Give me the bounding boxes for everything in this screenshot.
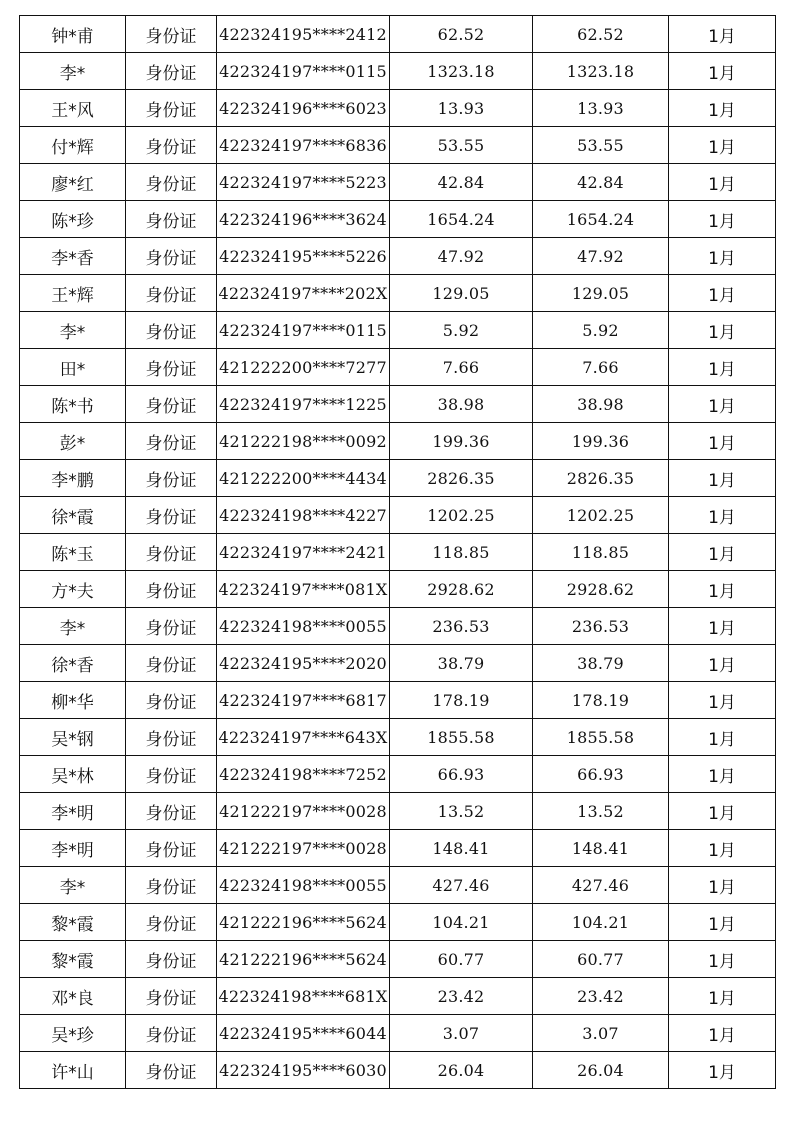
amount-cell: 60.77 bbox=[390, 941, 533, 978]
id-number-cell: 421222197****0028 bbox=[217, 830, 390, 867]
table-row bbox=[20, 756, 776, 793]
month-cell: 1月 bbox=[669, 867, 776, 904]
name-cell: 李*香 bbox=[20, 238, 126, 275]
table-row bbox=[20, 830, 776, 867]
name-cell: 王*辉 bbox=[20, 275, 126, 312]
paid-amount-cell: 1202.25 bbox=[533, 497, 669, 534]
name-cell: 吴*林 bbox=[20, 756, 126, 793]
paid-amount-cell: 236.53 bbox=[533, 608, 669, 645]
id-type-cell: 身份证 bbox=[126, 312, 217, 349]
id-number-cell: 422324197****081X bbox=[217, 571, 390, 608]
table-row bbox=[20, 497, 776, 534]
paid-amount-cell: 427.46 bbox=[533, 867, 669, 904]
paid-amount-cell: 23.42 bbox=[533, 978, 669, 1015]
table-row bbox=[20, 867, 776, 904]
amount-cell: 66.93 bbox=[390, 756, 533, 793]
id-number-cell: 421222198****0092 bbox=[217, 423, 390, 460]
paid-amount-cell: 3.07 bbox=[533, 1015, 669, 1052]
id-type-cell: 身份证 bbox=[126, 830, 217, 867]
id-number-cell: 422324198****7252 bbox=[217, 756, 390, 793]
id-number-cell: 422324197****643X bbox=[217, 719, 390, 756]
id-type-cell: 身份证 bbox=[126, 645, 217, 682]
id-number-cell: 422324197****5223 bbox=[217, 164, 390, 201]
table-row bbox=[20, 312, 776, 349]
id-number-cell: 422324195****2412 bbox=[217, 16, 390, 53]
month-cell: 1月 bbox=[669, 941, 776, 978]
id-type-cell: 身份证 bbox=[126, 941, 217, 978]
name-cell: 徐*香 bbox=[20, 645, 126, 682]
record-table-body bbox=[20, 16, 776, 1089]
month-cell: 1月 bbox=[669, 719, 776, 756]
id-type-cell: 身份证 bbox=[126, 719, 217, 756]
id-type-cell: 身份证 bbox=[126, 127, 217, 164]
name-cell: 田* bbox=[20, 349, 126, 386]
id-number-cell: 422324197****202X bbox=[217, 275, 390, 312]
amount-cell: 1323.18 bbox=[390, 53, 533, 90]
paid-amount-cell: 1654.24 bbox=[533, 201, 669, 238]
name-cell: 邓*良 bbox=[20, 978, 126, 1015]
id-type-cell: 身份证 bbox=[126, 349, 217, 386]
id-number-cell: 422324197****6836 bbox=[217, 127, 390, 164]
name-cell: 王*风 bbox=[20, 90, 126, 127]
month-cell: 1月 bbox=[669, 534, 776, 571]
name-cell: 许*山 bbox=[20, 1052, 126, 1089]
name-cell: 彭* bbox=[20, 423, 126, 460]
month-cell: 1月 bbox=[669, 793, 776, 830]
id-type-cell: 身份证 bbox=[126, 793, 217, 830]
amount-cell: 47.92 bbox=[390, 238, 533, 275]
id-number-cell: 422324195****5226 bbox=[217, 238, 390, 275]
id-type-cell: 身份证 bbox=[126, 53, 217, 90]
table-row bbox=[20, 349, 776, 386]
paid-amount-cell: 62.52 bbox=[533, 16, 669, 53]
id-number-cell: 422324196****6023 bbox=[217, 90, 390, 127]
amount-cell: 23.42 bbox=[390, 978, 533, 1015]
id-type-cell: 身份证 bbox=[126, 164, 217, 201]
id-number-cell: 422324197****0115 bbox=[217, 53, 390, 90]
id-number-cell: 422324198****681X bbox=[217, 978, 390, 1015]
amount-cell: 199.36 bbox=[390, 423, 533, 460]
paid-amount-cell: 104.21 bbox=[533, 904, 669, 941]
amount-cell: 104.21 bbox=[390, 904, 533, 941]
table-row bbox=[20, 201, 776, 238]
id-type-cell: 身份证 bbox=[126, 460, 217, 497]
table-row bbox=[20, 682, 776, 719]
month-cell: 1月 bbox=[669, 201, 776, 238]
month-cell: 1月 bbox=[669, 90, 776, 127]
amount-cell: 5.92 bbox=[390, 312, 533, 349]
table-row bbox=[20, 90, 776, 127]
amount-cell: 38.79 bbox=[390, 645, 533, 682]
name-cell: 李*明 bbox=[20, 793, 126, 830]
name-cell: 付*辉 bbox=[20, 127, 126, 164]
id-type-cell: 身份证 bbox=[126, 238, 217, 275]
paid-amount-cell: 148.41 bbox=[533, 830, 669, 867]
name-cell: 李* bbox=[20, 312, 126, 349]
name-cell: 李* bbox=[20, 867, 126, 904]
id-type-cell: 身份证 bbox=[126, 1052, 217, 1089]
amount-cell: 53.55 bbox=[390, 127, 533, 164]
name-cell: 柳*华 bbox=[20, 682, 126, 719]
month-cell: 1月 bbox=[669, 423, 776, 460]
amount-cell: 148.41 bbox=[390, 830, 533, 867]
id-type-cell: 身份证 bbox=[126, 534, 217, 571]
paid-amount-cell: 13.52 bbox=[533, 793, 669, 830]
month-cell: 1月 bbox=[669, 460, 776, 497]
id-number-cell: 422324195****6030 bbox=[217, 1052, 390, 1089]
table-row bbox=[20, 386, 776, 423]
paid-amount-cell: 2826.35 bbox=[533, 460, 669, 497]
table-row bbox=[20, 460, 776, 497]
amount-cell: 13.93 bbox=[390, 90, 533, 127]
paid-amount-cell: 1855.58 bbox=[533, 719, 669, 756]
paid-amount-cell: 13.93 bbox=[533, 90, 669, 127]
paid-amount-cell: 42.84 bbox=[533, 164, 669, 201]
name-cell: 吴*钢 bbox=[20, 719, 126, 756]
month-cell: 1月 bbox=[669, 571, 776, 608]
month-cell: 1月 bbox=[669, 1052, 776, 1089]
table-row bbox=[20, 904, 776, 941]
name-cell: 李* bbox=[20, 53, 126, 90]
table-row bbox=[20, 793, 776, 830]
name-cell: 钟*甫 bbox=[20, 16, 126, 53]
amount-cell: 1654.24 bbox=[390, 201, 533, 238]
amount-cell: 236.53 bbox=[390, 608, 533, 645]
id-type-cell: 身份证 bbox=[126, 904, 217, 941]
id-type-cell: 身份证 bbox=[126, 275, 217, 312]
table-row bbox=[20, 238, 776, 275]
id-type-cell: 身份证 bbox=[126, 201, 217, 238]
table-row bbox=[20, 645, 776, 682]
table-row bbox=[20, 127, 776, 164]
name-cell: 徐*霞 bbox=[20, 497, 126, 534]
name-cell: 李* bbox=[20, 608, 126, 645]
name-cell: 陈*珍 bbox=[20, 201, 126, 238]
table-row bbox=[20, 719, 776, 756]
month-cell: 1月 bbox=[669, 904, 776, 941]
month-cell: 1月 bbox=[669, 312, 776, 349]
name-cell: 吴*珍 bbox=[20, 1015, 126, 1052]
month-cell: 1月 bbox=[669, 238, 776, 275]
paid-amount-cell: 129.05 bbox=[533, 275, 669, 312]
month-cell: 1月 bbox=[669, 608, 776, 645]
paid-amount-cell: 199.36 bbox=[533, 423, 669, 460]
amount-cell: 13.52 bbox=[390, 793, 533, 830]
id-number-cell: 422324197****0115 bbox=[217, 312, 390, 349]
id-type-cell: 身份证 bbox=[126, 423, 217, 460]
table-row bbox=[20, 608, 776, 645]
table-row bbox=[20, 978, 776, 1015]
table-row bbox=[20, 1052, 776, 1089]
paid-amount-cell: 26.04 bbox=[533, 1052, 669, 1089]
id-number-cell: 422324197****2421 bbox=[217, 534, 390, 571]
amount-cell: 1202.25 bbox=[390, 497, 533, 534]
amount-cell: 42.84 bbox=[390, 164, 533, 201]
paid-amount-cell: 38.79 bbox=[533, 645, 669, 682]
paid-amount-cell: 60.77 bbox=[533, 941, 669, 978]
id-type-cell: 身份证 bbox=[126, 497, 217, 534]
amount-cell: 38.98 bbox=[390, 386, 533, 423]
id-number-cell: 422324195****6044 bbox=[217, 1015, 390, 1052]
id-type-cell: 身份证 bbox=[126, 756, 217, 793]
id-number-cell: 422324197****1225 bbox=[217, 386, 390, 423]
amount-cell: 427.46 bbox=[390, 867, 533, 904]
month-cell: 1月 bbox=[669, 497, 776, 534]
record-table bbox=[19, 15, 776, 1089]
table-row bbox=[20, 571, 776, 608]
month-cell: 1月 bbox=[669, 386, 776, 423]
name-cell: 李*明 bbox=[20, 830, 126, 867]
amount-cell: 2928.62 bbox=[390, 571, 533, 608]
month-cell: 1月 bbox=[669, 349, 776, 386]
id-type-cell: 身份证 bbox=[126, 571, 217, 608]
paid-amount-cell: 178.19 bbox=[533, 682, 669, 719]
id-type-cell: 身份证 bbox=[126, 682, 217, 719]
id-number-cell: 421222197****0028 bbox=[217, 793, 390, 830]
paid-amount-cell: 2928.62 bbox=[533, 571, 669, 608]
id-number-cell: 421222200****4434 bbox=[217, 460, 390, 497]
month-cell: 1月 bbox=[669, 756, 776, 793]
id-number-cell: 422324195****2020 bbox=[217, 645, 390, 682]
id-type-cell: 身份证 bbox=[126, 608, 217, 645]
month-cell: 1月 bbox=[669, 275, 776, 312]
amount-cell: 129.05 bbox=[390, 275, 533, 312]
id-number-cell: 422324198****4227 bbox=[217, 497, 390, 534]
paid-amount-cell: 118.85 bbox=[533, 534, 669, 571]
paid-amount-cell: 5.92 bbox=[533, 312, 669, 349]
table-row bbox=[20, 53, 776, 90]
paid-amount-cell: 1323.18 bbox=[533, 53, 669, 90]
id-number-cell: 421222196****5624 bbox=[217, 904, 390, 941]
amount-cell: 2826.35 bbox=[390, 460, 533, 497]
id-type-cell: 身份证 bbox=[126, 867, 217, 904]
month-cell: 1月 bbox=[669, 164, 776, 201]
name-cell: 黎*霞 bbox=[20, 904, 126, 941]
amount-cell: 1855.58 bbox=[390, 719, 533, 756]
id-type-cell: 身份证 bbox=[126, 1015, 217, 1052]
table-row bbox=[20, 275, 776, 312]
month-cell: 1月 bbox=[669, 53, 776, 90]
table-row bbox=[20, 164, 776, 201]
name-cell: 陈*书 bbox=[20, 386, 126, 423]
paid-amount-cell: 7.66 bbox=[533, 349, 669, 386]
table-row bbox=[20, 941, 776, 978]
name-cell: 陈*玉 bbox=[20, 534, 126, 571]
amount-cell: 62.52 bbox=[390, 16, 533, 53]
amount-cell: 3.07 bbox=[390, 1015, 533, 1052]
name-cell: 方*夫 bbox=[20, 571, 126, 608]
paid-amount-cell: 38.98 bbox=[533, 386, 669, 423]
id-type-cell: 身份证 bbox=[126, 16, 217, 53]
id-number-cell: 421222196****5624 bbox=[217, 941, 390, 978]
id-type-cell: 身份证 bbox=[126, 90, 217, 127]
table-row bbox=[20, 16, 776, 53]
month-cell: 1月 bbox=[669, 830, 776, 867]
amount-cell: 7.66 bbox=[390, 349, 533, 386]
id-number-cell: 421222200****7277 bbox=[217, 349, 390, 386]
table-row bbox=[20, 423, 776, 460]
paid-amount-cell: 47.92 bbox=[533, 238, 669, 275]
name-cell: 廖*红 bbox=[20, 164, 126, 201]
month-cell: 1月 bbox=[669, 682, 776, 719]
id-number-cell: 422324196****3624 bbox=[217, 201, 390, 238]
id-number-cell: 422324197****6817 bbox=[217, 682, 390, 719]
month-cell: 1月 bbox=[669, 978, 776, 1015]
id-type-cell: 身份证 bbox=[126, 978, 217, 1015]
table-row bbox=[20, 1015, 776, 1052]
month-cell: 1月 bbox=[669, 645, 776, 682]
amount-cell: 118.85 bbox=[390, 534, 533, 571]
id-number-cell: 422324198****0055 bbox=[217, 608, 390, 645]
id-number-cell: 422324198****0055 bbox=[217, 867, 390, 904]
paid-amount-cell: 66.93 bbox=[533, 756, 669, 793]
id-type-cell: 身份证 bbox=[126, 386, 217, 423]
name-cell: 黎*霞 bbox=[20, 941, 126, 978]
month-cell: 1月 bbox=[669, 1015, 776, 1052]
paid-amount-cell: 53.55 bbox=[533, 127, 669, 164]
amount-cell: 26.04 bbox=[390, 1052, 533, 1089]
month-cell: 1月 bbox=[669, 127, 776, 164]
amount-cell: 178.19 bbox=[390, 682, 533, 719]
table-row bbox=[20, 534, 776, 571]
month-cell: 1月 bbox=[669, 16, 776, 53]
name-cell: 李*鹏 bbox=[20, 460, 126, 497]
